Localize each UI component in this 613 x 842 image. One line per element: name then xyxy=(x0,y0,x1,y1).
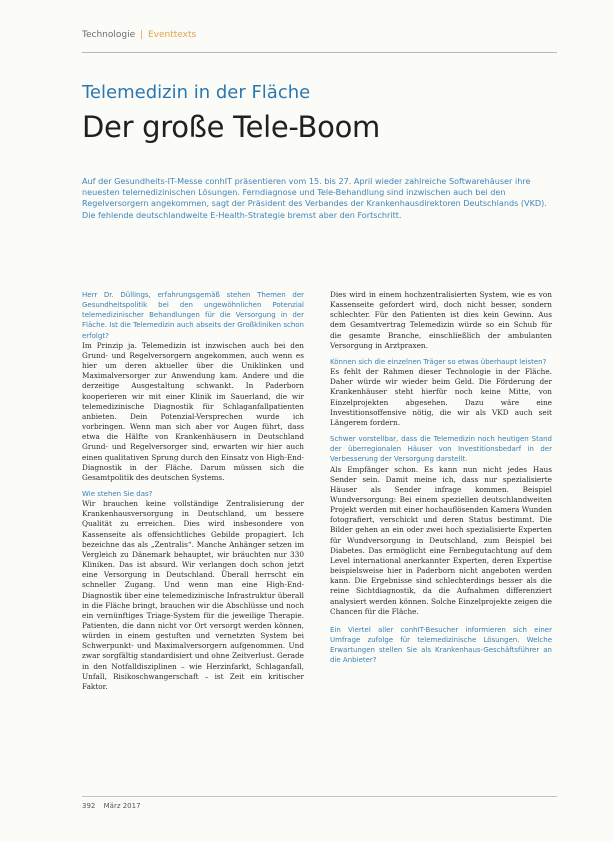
header-rule xyxy=(82,52,557,53)
section-separator: | xyxy=(140,30,144,40)
interview-question: Können sich die einzelnen Träger so etwas überhaupt leisten? xyxy=(330,357,547,366)
interview-answer: Als Empfänger schon. Es kann nun nicht jedes Haus Sender sein. Damit meine ich, dass nur spezialisierte Häuser als Sender infrage kommen. Beispiel Wundversorgung: Bei einem speziellen deutschlandweiten Projekt werden mit einer hochauflösenden Kamera Wunden fotografiert, verschickt und deren Status bestimmt. Die Bilder gehen an ein oder zwei hoch spezialisierte Experten für Wundversorgung in Deutschland, zum Beispiel bei Diabetes. Das ermöglicht eine Fernbegutachtung auf dem Level international anerkannter Experten, deren Expertise beispielsweise hier in Paderborn nicht angeboten werden kann. Die Ergebnisse sind schlechterdings besser als die reine Sichtdiagnostik, da die Aufnahmen differenziert analysiert werden können. Solche Einzelprojekte zeigen die Chancen für die Fläche. xyxy=(330,464,552,616)
interview-question-highlight: Ein Viertel aller conhIT-Besucher informieren sich einer Umfrage zufolge für telemedizinische Lösungen. Welche Erwartungen stellen Sie als Krankenhaus-Geschäftsführer an die Anbieter? xyxy=(330,625,552,665)
interview-question: Herr Dr. Düllings, erfahrungsgemäß stehen Themen der Gesundheitspolitik bei den ungewöhnlichen Potenzial telemedizinischer Behandlungen für die Versorgung in der Fläche. Ist die Telemedizin auch abseits der Großkliniken schon erfolgt? xyxy=(82,291,304,340)
interview-question: Schwer vorstellbar, dass die Telemedizin noch heutigen Stand der überregionalen Häuser von Investitionsbedarf in der Verbesserung der Versorgung darstellt. xyxy=(330,435,552,464)
interview-question: Wie stehen Sie das? xyxy=(82,489,153,498)
interview-answer: Wir brauchen keine vollständige Zentralisierung der Krankenhausversorgung in Deutschland, um bessere Qualität zu erreichen. Dies wird insbesondere von Kassenseite als offensichtliches Gebilde propagiert. Ich bezeichne das als „Zentralis“. Manche Anhänger setzen im Vergleich zu Dänemark behauptet, wir bräuchten nur 330 Kliniken. Das ist absurd. Wir verlangen doch schon jetzt eine Versorgung in Deutschland. Überall herrscht ein schneller Zugang. Und wenn man eine High-End-Diagnostik über eine telemedizinische Infrastruktur überall in die Fläche bringt, brauchen wir die Abschlüsse und noch ein vernünftiges Triage-System für die jeweilige Therapie. Patienten, die dann nicht vor Ort versorgt werden können, würden in einem gestuften und vernetzten System bei Schwerpunkt- und Maximalversorgern aufgenommen. Und zwar sorgfältig standardisiert und ohne Zeitverlust. Gerade in den Notfalldisziplinen – wie Herzinfarkt, Schlaganfall, Unfall, Risikoschwangerschaft – ist Zeit ein kritischer Faktor. xyxy=(82,499,304,691)
article-kicker: Telemedizin in der Fläche xyxy=(82,82,311,103)
footer-rule xyxy=(82,796,557,797)
article-lead: Auf der Gesundheits-IT-Messe conhIT präsentieren vom 15. bis 27. April wieder zahlreiche Softwarehäuser ihre neuesten telemedizinischen Lösungen. Ferndiagnose und Tele-Behandlung sind inzwischen auch bei den Regelversorgern angekommen, sagt der Präsident des Verbandes der Krankenhausdirektoren Deutschlands (VKD). Die fehlende deutschlandweite E-Health-Strategie bremst aber den Fortschritt. xyxy=(82,176,547,220)
section-name: Technologie xyxy=(82,30,136,40)
article-title: Der große Tele-Boom xyxy=(82,110,380,144)
subsection-name: Eventtexts xyxy=(147,30,197,40)
page-number: 392 xyxy=(82,802,96,810)
page-footer xyxy=(82,802,141,810)
left-column xyxy=(82,290,304,692)
issue-label: März 2017 xyxy=(103,802,141,810)
interview-answer: Es fehlt der Rahmen dieser Technologie in der Fläche. Daher würde wir wieder beim Geld. Die Förderung der Krankenhäuser steht hierfür noch keine Mitte, von Einzelprojekten abgesehen. Dazu wäre eine Investitionsoffensive nötig, die wir als VKD auch seit Längerem fordern. xyxy=(330,367,552,427)
interview-answer: Im Prinzip ja. Telemedizin ist inzwischen auch bei den Grund- und Regelversorgern angekommen, auch wenn es hier um deren aktueller über die Uniklinken und Maximalversorger zur Anwendung kam. Andere und die derzeitige Ausgestaltung schwankt. In Paderborn kooperieren wir mit einer Klinik im Sauerland, die wir telemedizinische Diagnostik für Schlaganfallpatienten anbieten. Dein Potenzial-Versprechen wurde ich vorbringen. Wenn man sich aber vor Augen führt, dass etwa die Hälfte von Krankenhäusern in Deutschland Grund- und Regelversorger sind, erwarten wir hier auch einen qualitativen Sprung durch den Einsatz von High-End-Diagnostik in der Fläche. Darum müssen sich die Gesamtpolitik des deutschen Systems. xyxy=(82,340,304,482)
section-label xyxy=(82,30,196,40)
interview-answer: Dies wird in einem hochzentralisierten System, wie es von Kassenseite gefordert wird, doch nicht besser, sondern schlechter. Für den Patienten ist dies kein Gewinn. Aus dem Gesamtvertrag Telemedizin würde so ein Schub für die gesamte Branche, einschließlich der ambulanten Versorgung in Arztpraxen. xyxy=(330,290,552,350)
right-column xyxy=(330,290,552,665)
